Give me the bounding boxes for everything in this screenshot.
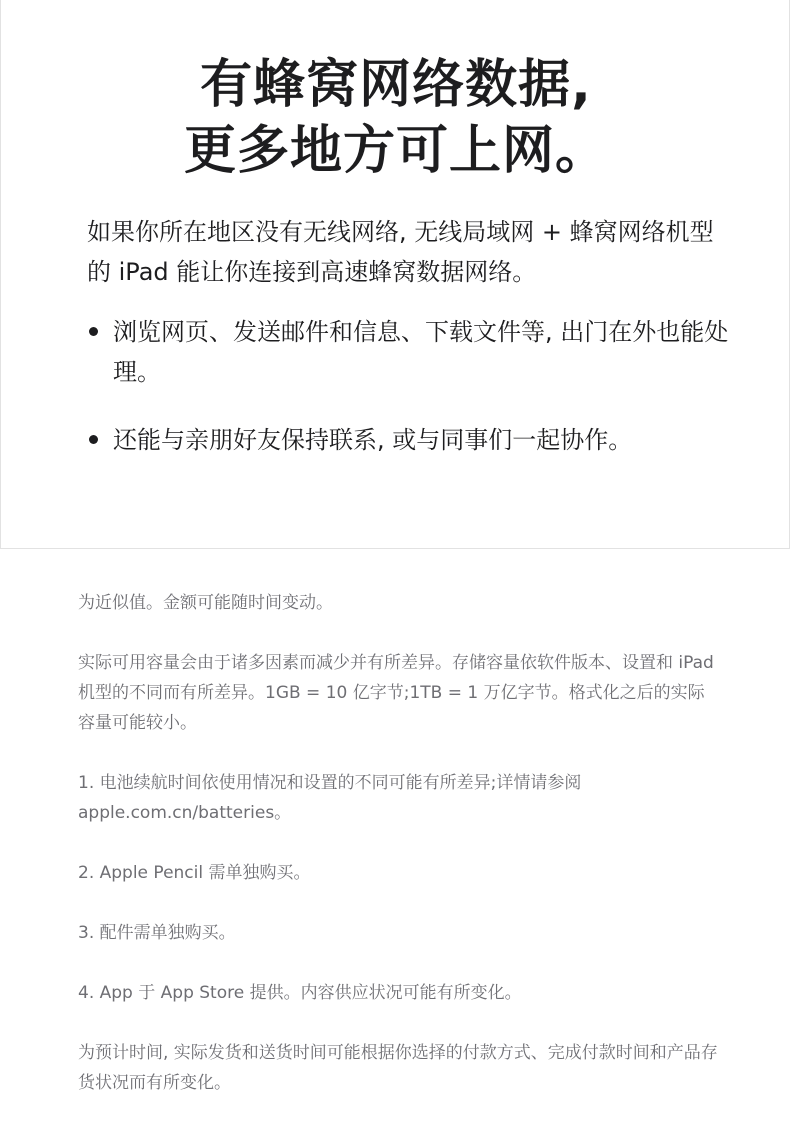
bullet-dot-icon: [89, 327, 98, 336]
footnote-4-app-store: 4. App 于 App Store 提供。内容供应状况可能有所变化。: [78, 983, 522, 1003]
bullet-text: 还能与亲朋好友保持联系, 或与同事们一起协作。: [113, 426, 633, 454]
footnote-delivery: 为预计时间, 实际发货和送货时间可能根据你选择的付款方式、完成付款时间和产品存货状况而有所变化。: [78, 1043, 718, 1093]
footnote-capacity: 实际可用容量会由于诸多因素而减少并有所差异。存储容量依软件版本、设置和 iPad 机型的不同而有所差异。1GB = 10 亿字节;1TB = 1 万亿字节。格式化之后的实际容量可能较小。: [78, 653, 714, 733]
footnote-price: 为近似值。金额可能随时间变动。: [78, 593, 333, 613]
list-item: [87, 312, 737, 392]
footnote-3-accessories: 3. 配件需单独购买。: [78, 923, 236, 943]
bullet-dot-icon: [89, 435, 98, 444]
footnote-1-battery: 1. 电池续航时间依使用情况和设置的不同可能有所差异;详情请参阅 apple.com.cn/batteries。: [78, 773, 582, 823]
cellular-feature-card: [0, 0, 790, 549]
footnotes-section: [78, 588, 718, 1128]
feature-bullet-list: [87, 312, 737, 460]
footnote-2-pencil: 2. Apple Pencil 需单独购买。: [78, 863, 311, 883]
bullet-text: 浏览网页、发送邮件和信息、下载文件等, 出门在外也能处理。: [113, 318, 729, 386]
feature-intro-text: 如果你所在地区没有无线网络, 无线局域网 + 蜂窝网络机型的 iPad 能让你连接到高速蜂窝数据网络。: [87, 218, 714, 286]
headline-line-2: 更多地方可上网。: [183, 121, 608, 181]
list-item: [87, 420, 737, 460]
feature-headline: [1, 52, 790, 184]
headline-line-1: 有蜂窝网络数据,: [200, 55, 592, 115]
